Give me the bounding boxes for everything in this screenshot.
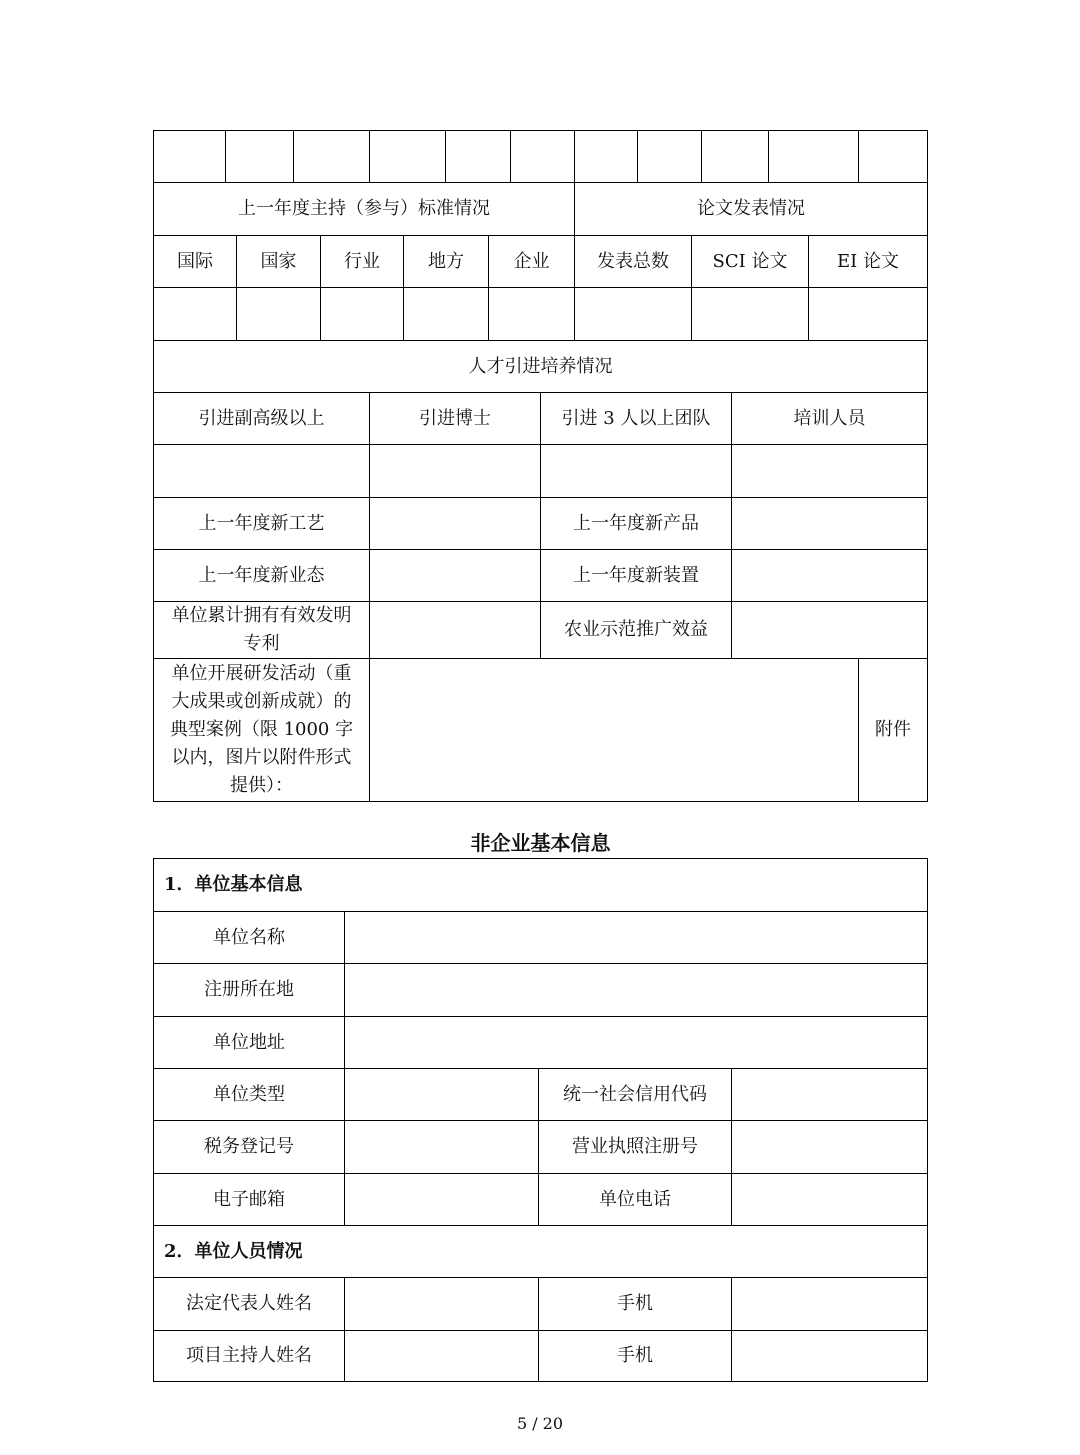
std-col-local: 地方: [403, 235, 489, 288]
legal-rep-value: [344, 1277, 539, 1331]
empty-cell: [701, 130, 769, 183]
mobile-value: [731, 1330, 928, 1382]
empty-cell: [153, 444, 370, 498]
agri-benefit-value: [731, 601, 928, 659]
empty-cell: [637, 130, 702, 183]
credit-code-label: 统一社会信用代码: [538, 1068, 732, 1121]
new-product-label: 上一年度新产品: [540, 497, 732, 550]
section-title: 非企业基本信息: [470, 831, 611, 855]
empty-cell: [225, 130, 294, 183]
tax-no-label: 税务登记号: [153, 1120, 345, 1174]
new-business-value: [369, 549, 541, 602]
unit-address-value: [344, 1016, 928, 1069]
unit-type-value: [344, 1068, 539, 1121]
patents-label: 单位累计拥有有效发明专利: [153, 601, 370, 659]
empty-cell: [153, 287, 237, 341]
phone-label: 单位电话: [538, 1173, 732, 1226]
talent-col-senior: 引进副高级以上: [153, 392, 370, 445]
papers-header: 论文发表情况: [574, 182, 928, 236]
project-lead-label: 项目主持人姓名: [153, 1330, 345, 1382]
std-col-national: 国家: [236, 235, 321, 288]
empty-cell: [808, 287, 928, 341]
empty-cell: [858, 130, 928, 183]
case-content: [369, 658, 859, 802]
empty-cell: [320, 287, 404, 341]
license-no-value: [731, 1120, 928, 1174]
attachment-cell: 附件: [858, 658, 928, 802]
empty-cell: [369, 130, 446, 183]
project-lead-value: [344, 1330, 539, 1382]
empty-cell: [574, 287, 692, 341]
reg-location-label: 注册所在地: [153, 963, 345, 1017]
reg-location-value: [344, 963, 928, 1017]
empty-cell: [403, 287, 489, 341]
page-number: 5 / 20: [516, 1414, 564, 1433]
empty-cell: [293, 130, 370, 183]
new-process-value: [369, 497, 541, 550]
std-col-industry: 行业: [320, 235, 404, 288]
mobile-value: [731, 1277, 928, 1331]
basic-info-header: 1．单位基本信息: [153, 858, 928, 912]
legal-rep-label: 法定代表人姓名: [153, 1277, 345, 1331]
talent-col-training: 培训人员: [731, 392, 928, 445]
tax-no-value: [344, 1120, 539, 1174]
empty-cell: [488, 287, 575, 341]
email-value: [344, 1173, 539, 1226]
standards-header: 上一年度主持（参与）标准情况: [153, 182, 575, 236]
std-col-international: 国际: [153, 235, 237, 288]
phone-value: [731, 1173, 928, 1226]
new-process-label: 上一年度新工艺: [153, 497, 370, 550]
empty-cell: [691, 287, 809, 341]
unit-name-value: [344, 911, 928, 964]
new-product-value: [731, 497, 928, 550]
mobile-label: 手机: [538, 1330, 732, 1382]
std-col-enterprise: 企业: [488, 235, 575, 288]
empty-cell: [369, 444, 541, 498]
personnel-header: 2．单位人员情况: [153, 1225, 928, 1278]
new-device-value: [731, 549, 928, 602]
new-device-label: 上一年度新装置: [540, 549, 732, 602]
empty-cell: [768, 130, 859, 183]
new-business-label: 上一年度新业态: [153, 549, 370, 602]
empty-cell: [574, 130, 638, 183]
empty-cell: [510, 130, 575, 183]
empty-cell: [731, 444, 928, 498]
empty-cell: [540, 444, 732, 498]
unit-address-label: 单位地址: [153, 1016, 345, 1069]
empty-cell: [153, 130, 226, 183]
talent-col-team: 引进 3 人以上团队: [540, 392, 732, 445]
mobile-label: 手机: [538, 1277, 732, 1331]
agri-benefit-label: 农业示范推广效益: [540, 601, 732, 659]
unit-name-label: 单位名称: [153, 911, 345, 964]
email-label: 电子邮箱: [153, 1173, 345, 1226]
empty-cell: [236, 287, 321, 341]
credit-code-value: [731, 1068, 928, 1121]
talent-header: 人才引进培养情况: [153, 340, 928, 393]
license-no-label: 营业执照注册号: [538, 1120, 732, 1174]
paper-col-total: 发表总数: [574, 235, 692, 288]
case-label: 单位开展研发活动（重大成果或创新成就）的典型案例（限 1000 字以内，图片以附件形式提供）：: [153, 658, 370, 802]
unit-type-label: 单位类型: [153, 1068, 345, 1121]
empty-cell: [445, 130, 511, 183]
paper-col-ei: EI 论文: [808, 235, 928, 288]
paper-col-sci: SCI 论文: [691, 235, 809, 288]
patents-value: [369, 601, 541, 659]
talent-col-phd: 引进博士: [369, 392, 541, 445]
